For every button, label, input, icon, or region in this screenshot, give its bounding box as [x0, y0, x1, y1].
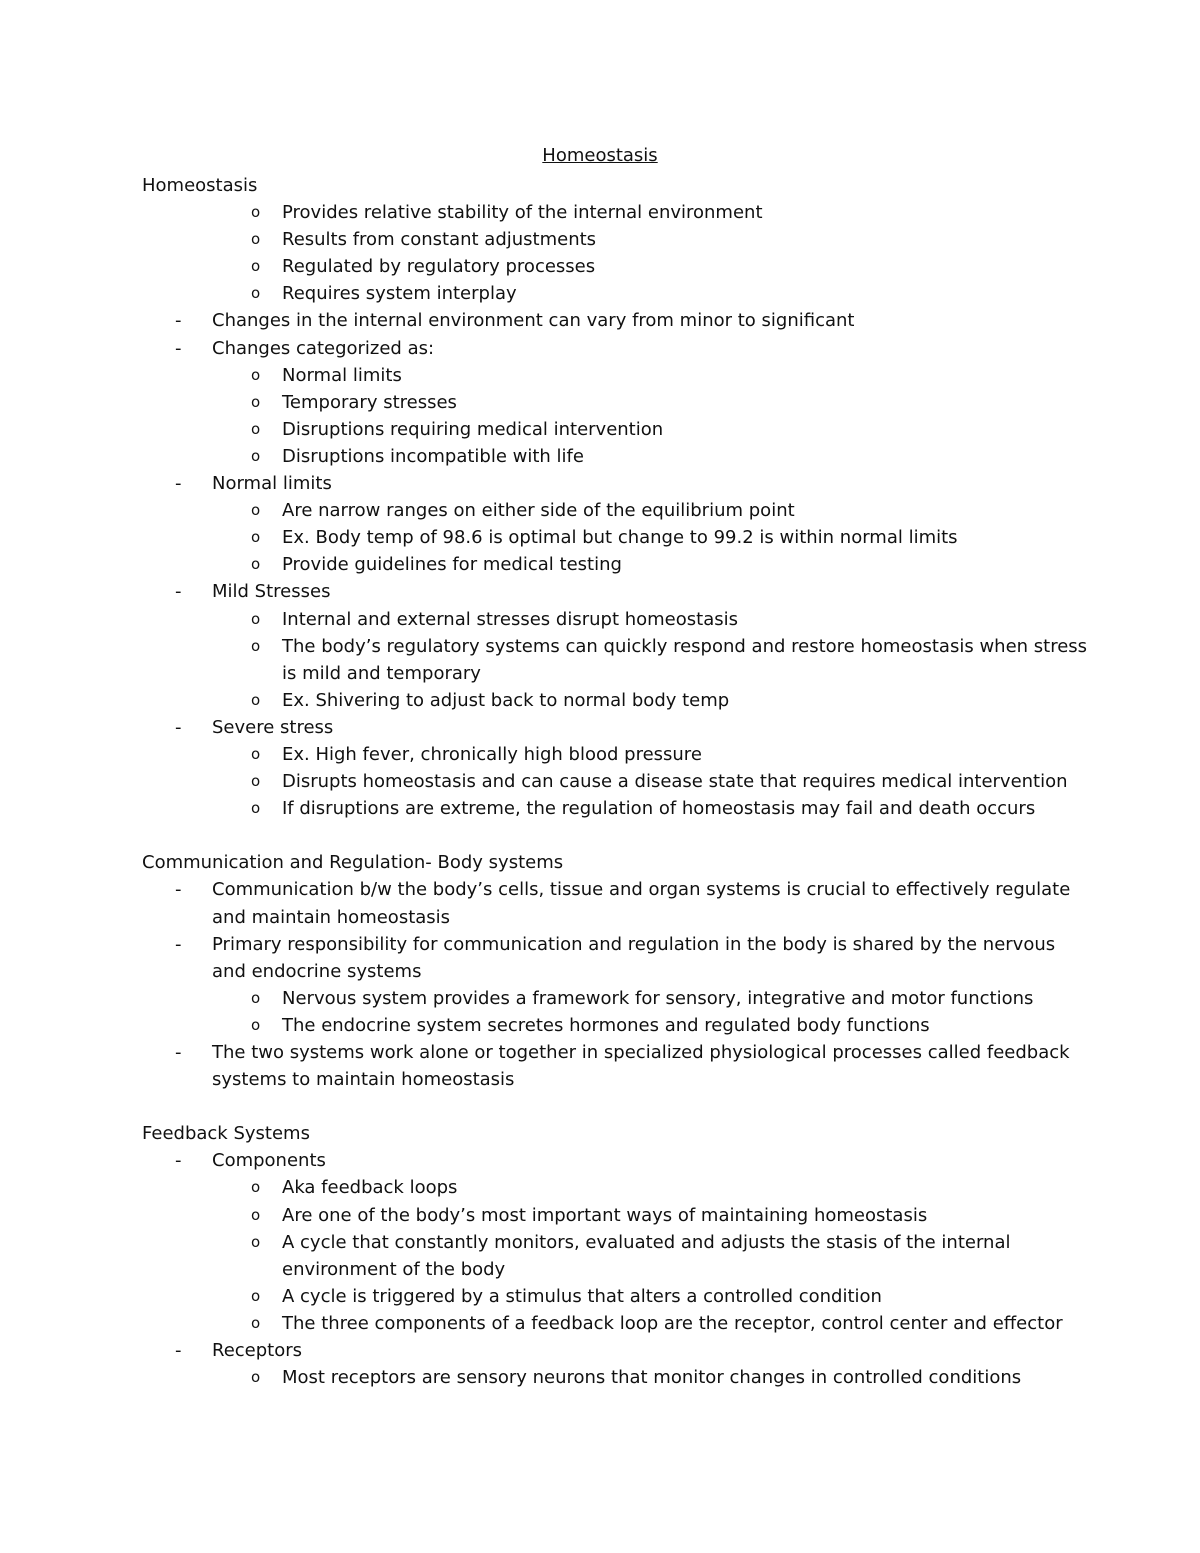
list-item-text: Components — [212, 1150, 326, 1172]
circle-bullet-icon: o — [251, 1313, 261, 1332]
circle-bullet-icon: o — [251, 1015, 261, 1034]
bullet-list-item — [142, 606, 1092, 633]
dash-marker: - — [175, 473, 182, 495]
bullet-list-item — [142, 985, 1092, 1012]
dash-marker: - — [175, 1340, 182, 1362]
list-item-continuation — [142, 1066, 1092, 1093]
dash-list-item — [142, 578, 1092, 605]
list-item-text: Temporary stresses — [282, 391, 457, 413]
list-item-text: Disruptions requiring medical intervention — [282, 418, 664, 440]
list-item-text: and endocrine systems — [212, 960, 422, 982]
bullet-list-item — [142, 253, 1092, 280]
bullet-list-item — [142, 416, 1092, 443]
circle-bullet-icon: o — [251, 1368, 261, 1387]
list-item-continuation — [142, 1256, 1092, 1283]
circle-bullet-icon: o — [251, 1286, 261, 1305]
dash-list-item — [142, 1039, 1092, 1066]
list-item-text: Ex. High fever, chronically high blood pressure — [282, 743, 702, 765]
section-heading: Communication and Regulation- Body systems — [142, 852, 564, 874]
list-item-text: Normal limits — [212, 473, 332, 495]
dash-list-item — [142, 931, 1092, 958]
list-item-text: Are one of the body’s most important ways of maintaining homeostasis — [282, 1204, 928, 1226]
dash-list-item — [142, 1337, 1092, 1364]
list-item-text: Changes categorized as: — [212, 337, 435, 359]
circle-bullet-icon: o — [251, 690, 261, 709]
list-item-text: A cycle that constantly monitors, evaluated and adjusts the stasis of the internal — [282, 1231, 1011, 1253]
bullet-list-item — [142, 1174, 1092, 1201]
bullet-list-item — [142, 524, 1092, 551]
circle-bullet-icon: o — [251, 446, 261, 465]
circle-bullet-icon: o — [251, 257, 261, 276]
circle-bullet-icon: o — [251, 1232, 261, 1251]
dash-list-item — [142, 876, 1092, 903]
list-item-text: Are narrow ranges on either side of the equilibrium point — [282, 500, 795, 522]
circle-bullet-icon: o — [251, 772, 261, 791]
dash-marker: - — [175, 933, 182, 955]
bullet-list-item — [142, 497, 1092, 524]
list-item-text: environment of the body — [282, 1258, 506, 1280]
circle-bullet-icon: o — [251, 392, 261, 411]
dash-marker: - — [175, 310, 182, 332]
circle-bullet-icon: o — [251, 419, 261, 438]
dash-list-item — [142, 470, 1092, 497]
document-body — [142, 172, 1092, 1391]
bullet-list-item — [142, 1283, 1092, 1310]
bullet-list-item — [142, 687, 1092, 714]
bullet-list-item — [142, 199, 1092, 226]
list-item-text: Severe stress — [212, 716, 334, 738]
bullet-list-item — [142, 280, 1092, 307]
section-spacer — [142, 822, 1092, 849]
list-item-continuation — [142, 660, 1092, 687]
list-item-text: Disruptions incompatible with life — [282, 445, 584, 467]
list-item-text: systems to maintain homeostasis — [212, 1069, 515, 1091]
dash-list-item — [142, 714, 1092, 741]
circle-bullet-icon: o — [251, 988, 261, 1007]
list-item-text: Disrupts homeostasis and can cause a disease state that requires medical intervention — [282, 771, 1068, 793]
dash-list-item — [142, 1147, 1092, 1174]
list-item-text: Aka feedback loops — [282, 1177, 458, 1199]
bullet-list-item — [142, 633, 1092, 660]
dash-marker: - — [175, 716, 182, 738]
list-item-text: A cycle is triggered by a stimulus that alters a controlled condition — [282, 1285, 882, 1307]
bullet-list-item — [142, 1364, 1092, 1391]
bullet-list-item — [142, 443, 1092, 470]
list-item-text: Nervous system provides a framework for sensory, integrative and motor functions — [282, 987, 1034, 1009]
bullet-list-item — [142, 741, 1092, 768]
circle-bullet-icon: o — [251, 1178, 261, 1197]
circle-bullet-icon: o — [251, 636, 261, 655]
bullet-list-item — [142, 551, 1092, 578]
list-item-text: Ex. Shivering to adjust back to normal body temp — [282, 689, 730, 711]
bullet-list-item — [142, 362, 1092, 389]
dash-list-item — [142, 307, 1092, 334]
list-item-text: Provide guidelines for medical testing — [282, 554, 622, 576]
dash-list-item — [142, 335, 1092, 362]
list-item-text: Provides relative stability of the internal environment — [282, 202, 763, 224]
list-item-text: Changes in the internal environment can vary from minor to significant — [212, 310, 855, 332]
list-item-text: Most receptors are sensory neurons that monitor changes in controlled conditions — [282, 1367, 1022, 1389]
circle-bullet-icon: o — [251, 501, 261, 520]
circle-bullet-icon: o — [251, 203, 261, 222]
bullet-list-item — [142, 768, 1092, 795]
list-item-text: The endocrine system secretes hormones and regulated body functions — [282, 1014, 930, 1036]
circle-bullet-icon: o — [251, 1205, 261, 1224]
bullet-list-item — [142, 389, 1092, 416]
list-item-text: Results from constant adjustments — [282, 229, 597, 251]
dash-marker: - — [175, 337, 182, 359]
bullet-list-item — [142, 1310, 1092, 1337]
dash-marker: - — [175, 879, 182, 901]
list-item-continuation — [142, 904, 1092, 931]
list-item-continuation — [142, 958, 1092, 985]
page-title: Homeostasis — [542, 145, 658, 166]
circle-bullet-icon: o — [251, 230, 261, 249]
list-item-text: Ex. Body temp of 98.6 is optimal but change to 99.2 is within normal limits — [282, 527, 958, 549]
list-item-text: Mild Stresses — [212, 581, 331, 603]
list-item-text: and maintain homeostasis — [212, 906, 451, 928]
circle-bullet-icon: o — [251, 799, 261, 818]
dash-marker: - — [175, 1150, 182, 1172]
bullet-list-item — [142, 1229, 1092, 1256]
list-item-text: Communication b/w the body’s cells, tissue and organ systems is crucial to effectively regulate — [212, 879, 1071, 901]
bullet-list-item — [142, 1012, 1092, 1039]
dash-marker: - — [175, 1042, 182, 1063]
circle-bullet-icon: o — [251, 284, 261, 303]
list-item-text: Primary responsibility for communication and regulation in the body is shared by the nervous — [212, 933, 1056, 955]
list-item-text: Internal and external stresses disrupt homeostasis — [282, 608, 738, 630]
list-item-text: If disruptions are extreme, the regulation of homeostasis may fail and death occurs — [282, 798, 1036, 820]
bullet-list-item — [142, 226, 1092, 253]
circle-bullet-icon: o — [251, 744, 261, 763]
list-item-text: Normal limits — [282, 364, 402, 386]
section-heading: Feedback Systems — [142, 1123, 310, 1145]
dash-marker: - — [175, 581, 182, 603]
circle-bullet-icon: o — [251, 528, 261, 547]
bullet-list-item — [142, 1202, 1092, 1229]
section-spacer — [142, 1093, 1092, 1120]
section-heading: Homeostasis — [142, 175, 258, 196]
list-item-text: Receptors — [212, 1340, 303, 1362]
list-item-text: Regulated by regulatory processes — [282, 256, 596, 278]
circle-bullet-icon: o — [251, 365, 261, 384]
list-item-text: The three components of a feedback loop are the receptor, control center and effector — [282, 1312, 1063, 1334]
circle-bullet-icon: o — [251, 555, 261, 574]
list-item-text: The body’s regulatory systems can quickly respond and restore homeostasis when stress — [282, 635, 1088, 657]
list-item-text: The two systems work alone or together in specialized physiological processes called feedback — [212, 1042, 1070, 1063]
bullet-list-item — [142, 795, 1092, 822]
circle-bullet-icon: o — [251, 609, 261, 628]
list-item-text: Requires system interplay — [282, 283, 517, 305]
list-item-text: is mild and temporary — [282, 662, 481, 684]
